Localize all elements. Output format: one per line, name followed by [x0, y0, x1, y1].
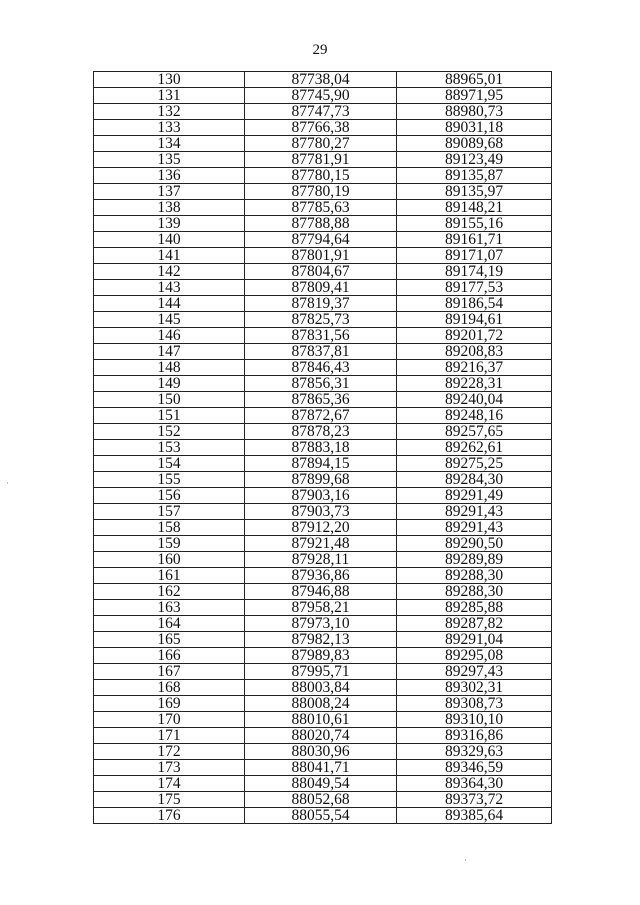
table-row — [94, 648, 552, 664]
x-coordinate-cell: 87747,73 — [245, 104, 397, 120]
point-number-cell: 141 — [94, 248, 245, 264]
point-number-cell: 139 — [94, 216, 245, 232]
x-coordinate-cell: 87912,20 — [245, 520, 397, 536]
point-number-cell: 146 — [94, 328, 245, 344]
table-row — [94, 296, 552, 312]
point-number-cell: 152 — [94, 424, 245, 440]
x-coordinate-cell: 87846,43 — [245, 360, 397, 376]
y-coordinate-cell: 89148,21 — [397, 200, 552, 216]
point-number-cell: 162 — [94, 584, 245, 600]
y-coordinate-cell: 89228,31 — [397, 376, 552, 392]
x-coordinate-cell: 88049,54 — [245, 776, 397, 792]
x-coordinate-cell: 87899,68 — [245, 472, 397, 488]
y-coordinate-cell: 89291,43 — [397, 520, 552, 536]
x-coordinate-cell: 87903,16 — [245, 488, 397, 504]
point-number-cell: 140 — [94, 232, 245, 248]
point-number-cell: 166 — [94, 648, 245, 664]
point-number-cell: 172 — [94, 744, 245, 760]
x-coordinate-cell: 87883,18 — [245, 440, 397, 456]
point-number-cell: 145 — [94, 312, 245, 328]
table-row — [94, 120, 552, 136]
table-row — [94, 664, 552, 680]
x-coordinate-cell: 87781,91 — [245, 152, 397, 168]
y-coordinate-cell: 89155,16 — [397, 216, 552, 232]
y-coordinate-cell: 89297,43 — [397, 664, 552, 680]
x-coordinate-cell: 87995,71 — [245, 664, 397, 680]
x-coordinate-cell: 87738,04 — [245, 72, 397, 88]
y-coordinate-cell: 89285,88 — [397, 600, 552, 616]
y-coordinate-cell: 89288,30 — [397, 568, 552, 584]
point-number-cell: 154 — [94, 456, 245, 472]
y-coordinate-cell: 89289,89 — [397, 552, 552, 568]
y-coordinate-cell: 89262,61 — [397, 440, 552, 456]
x-coordinate-cell: 87958,21 — [245, 600, 397, 616]
table-row — [94, 680, 552, 696]
x-coordinate-cell: 88010,61 — [245, 712, 397, 728]
point-number-cell: 156 — [94, 488, 245, 504]
x-coordinate-cell: 87788,88 — [245, 216, 397, 232]
x-coordinate-cell: 87872,67 — [245, 408, 397, 424]
point-number-cell: 163 — [94, 600, 245, 616]
point-number-cell: 144 — [94, 296, 245, 312]
table-row — [94, 712, 552, 728]
point-number-cell: 169 — [94, 696, 245, 712]
table-row — [94, 808, 552, 824]
point-number-cell: 148 — [94, 360, 245, 376]
x-coordinate-cell: 87780,19 — [245, 184, 397, 200]
y-coordinate-cell: 89302,31 — [397, 680, 552, 696]
x-coordinate-cell: 87801,91 — [245, 248, 397, 264]
y-coordinate-cell: 89174,19 — [397, 264, 552, 280]
point-number-cell: 136 — [94, 168, 245, 184]
x-coordinate-cell: 87982,13 — [245, 632, 397, 648]
x-coordinate-cell: 88003,84 — [245, 680, 397, 696]
y-coordinate-cell: 89123,49 — [397, 152, 552, 168]
x-coordinate-cell: 87903,73 — [245, 504, 397, 520]
point-number-cell: 175 — [94, 792, 245, 808]
point-number-cell: 134 — [94, 136, 245, 152]
y-coordinate-cell: 89161,71 — [397, 232, 552, 248]
y-coordinate-cell: 89135,87 — [397, 168, 552, 184]
y-coordinate-cell: 89290,50 — [397, 536, 552, 552]
x-coordinate-cell: 88041,71 — [245, 760, 397, 776]
y-coordinate-cell: 89291,04 — [397, 632, 552, 648]
y-coordinate-cell: 89216,37 — [397, 360, 552, 376]
point-number-cell: 130 — [94, 72, 245, 88]
point-number-cell: 133 — [94, 120, 245, 136]
point-number-cell: 157 — [94, 504, 245, 520]
y-coordinate-cell: 89291,49 — [397, 488, 552, 504]
point-number-cell: 150 — [94, 392, 245, 408]
y-coordinate-cell: 89316,86 — [397, 728, 552, 744]
point-number-cell: 174 — [94, 776, 245, 792]
x-coordinate-cell: 87878,23 — [245, 424, 397, 440]
point-number-cell: 149 — [94, 376, 245, 392]
point-number-cell: 165 — [94, 632, 245, 648]
x-coordinate-cell: 87989,83 — [245, 648, 397, 664]
table-row — [94, 520, 552, 536]
y-coordinate-cell: 89177,53 — [397, 280, 552, 296]
table-row — [94, 600, 552, 616]
table-row — [94, 184, 552, 200]
point-number-cell: 153 — [94, 440, 245, 456]
y-coordinate-cell: 89288,30 — [397, 584, 552, 600]
table-row — [94, 792, 552, 808]
x-coordinate-cell: 87766,38 — [245, 120, 397, 136]
x-coordinate-cell: 87831,56 — [245, 328, 397, 344]
table-row — [94, 552, 552, 568]
coordinates-table — [93, 71, 552, 824]
y-coordinate-cell: 89194,61 — [397, 312, 552, 328]
x-coordinate-cell: 87946,88 — [245, 584, 397, 600]
x-coordinate-cell: 87837,81 — [245, 344, 397, 360]
y-coordinate-cell: 89257,65 — [397, 424, 552, 440]
table-row — [94, 536, 552, 552]
y-coordinate-cell: 88980,73 — [397, 104, 552, 120]
point-number-cell: 135 — [94, 152, 245, 168]
y-coordinate-cell: 89031,18 — [397, 120, 552, 136]
point-number-cell: 160 — [94, 552, 245, 568]
y-coordinate-cell: 89295,08 — [397, 648, 552, 664]
table-row — [94, 488, 552, 504]
table-row — [94, 168, 552, 184]
table-row — [94, 312, 552, 328]
point-number-cell: 155 — [94, 472, 245, 488]
y-coordinate-cell: 89248,16 — [397, 408, 552, 424]
x-coordinate-cell: 87865,36 — [245, 392, 397, 408]
point-number-cell: 138 — [94, 200, 245, 216]
y-coordinate-cell: 89089,68 — [397, 136, 552, 152]
table-row — [94, 280, 552, 296]
table-row — [94, 408, 552, 424]
table-row — [94, 504, 552, 520]
x-coordinate-cell: 87785,63 — [245, 200, 397, 216]
point-number-cell: 151 — [94, 408, 245, 424]
x-coordinate-cell: 88052,68 — [245, 792, 397, 808]
point-number-cell: 176 — [94, 808, 245, 824]
table-row — [94, 248, 552, 264]
table-row — [94, 696, 552, 712]
point-number-cell: 143 — [94, 280, 245, 296]
point-number-cell: 168 — [94, 680, 245, 696]
y-coordinate-cell: 89201,72 — [397, 328, 552, 344]
table-row — [94, 776, 552, 792]
y-coordinate-cell: 89135,97 — [397, 184, 552, 200]
x-coordinate-cell: 87825,73 — [245, 312, 397, 328]
y-coordinate-cell: 89346,59 — [397, 760, 552, 776]
x-coordinate-cell: 87780,27 — [245, 136, 397, 152]
table-row — [94, 344, 552, 360]
point-number-cell: 158 — [94, 520, 245, 536]
x-coordinate-cell: 87928,11 — [245, 552, 397, 568]
point-number-cell: 173 — [94, 760, 245, 776]
table-row — [94, 632, 552, 648]
table-row — [94, 104, 552, 120]
scan-speck: · — [6, 478, 9, 488]
y-coordinate-cell: 89287,82 — [397, 616, 552, 632]
point-number-cell: 161 — [94, 568, 245, 584]
y-coordinate-cell: 89240,04 — [397, 392, 552, 408]
y-coordinate-cell: 89208,83 — [397, 344, 552, 360]
table-row — [94, 200, 552, 216]
table-row — [94, 472, 552, 488]
table-row — [94, 136, 552, 152]
x-coordinate-cell: 87780,15 — [245, 168, 397, 184]
table-row — [94, 392, 552, 408]
point-number-cell: 167 — [94, 664, 245, 680]
y-coordinate-cell: 89364,30 — [397, 776, 552, 792]
x-coordinate-cell: 87794,64 — [245, 232, 397, 248]
y-coordinate-cell: 88965,01 — [397, 72, 552, 88]
y-coordinate-cell: 89291,43 — [397, 504, 552, 520]
table-row — [94, 328, 552, 344]
point-number-cell: 131 — [94, 88, 245, 104]
table-row — [94, 744, 552, 760]
point-number-cell: 132 — [94, 104, 245, 120]
table-row — [94, 568, 552, 584]
x-coordinate-cell: 87936,86 — [245, 568, 397, 584]
table-row — [94, 216, 552, 232]
scan-speck: · — [464, 855, 467, 865]
table-row — [94, 440, 552, 456]
table-row — [94, 152, 552, 168]
point-number-cell: 147 — [94, 344, 245, 360]
y-coordinate-cell: 89284,30 — [397, 472, 552, 488]
table-row — [94, 88, 552, 104]
y-coordinate-cell: 89373,72 — [397, 792, 552, 808]
point-number-cell: 159 — [94, 536, 245, 552]
y-coordinate-cell: 89385,64 — [397, 808, 552, 824]
x-coordinate-cell: 88030,96 — [245, 744, 397, 760]
y-coordinate-cell: 88971,95 — [397, 88, 552, 104]
y-coordinate-cell: 89171,07 — [397, 248, 552, 264]
table-row — [94, 728, 552, 744]
x-coordinate-cell: 87894,15 — [245, 456, 397, 472]
page-number: 29 — [312, 42, 328, 58]
table-row — [94, 760, 552, 776]
table-row — [94, 264, 552, 280]
table-row — [94, 456, 552, 472]
point-number-cell: 164 — [94, 616, 245, 632]
table-row — [94, 376, 552, 392]
x-coordinate-cell: 87856,31 — [245, 376, 397, 392]
point-number-cell: 142 — [94, 264, 245, 280]
x-coordinate-cell: 87804,67 — [245, 264, 397, 280]
x-coordinate-cell: 87921,48 — [245, 536, 397, 552]
table-row — [94, 424, 552, 440]
x-coordinate-cell: 88008,24 — [245, 696, 397, 712]
x-coordinate-cell: 87973,10 — [245, 616, 397, 632]
x-coordinate-cell: 87819,37 — [245, 296, 397, 312]
x-coordinate-cell: 87809,41 — [245, 280, 397, 296]
y-coordinate-cell: 89308,73 — [397, 696, 552, 712]
x-coordinate-cell: 87745,90 — [245, 88, 397, 104]
point-number-cell: 170 — [94, 712, 245, 728]
table-row — [94, 72, 552, 88]
table-row — [94, 584, 552, 600]
y-coordinate-cell: 89329,63 — [397, 744, 552, 760]
x-coordinate-cell: 88020,74 — [245, 728, 397, 744]
table-row — [94, 360, 552, 376]
point-number-cell: 137 — [94, 184, 245, 200]
table-row — [94, 232, 552, 248]
point-number-cell: 171 — [94, 728, 245, 744]
y-coordinate-cell: 89186,54 — [397, 296, 552, 312]
y-coordinate-cell: 89310,10 — [397, 712, 552, 728]
table-row — [94, 616, 552, 632]
coordinates-table-body — [94, 72, 552, 824]
y-coordinate-cell: 89275,25 — [397, 456, 552, 472]
x-coordinate-cell: 88055,54 — [245, 808, 397, 824]
